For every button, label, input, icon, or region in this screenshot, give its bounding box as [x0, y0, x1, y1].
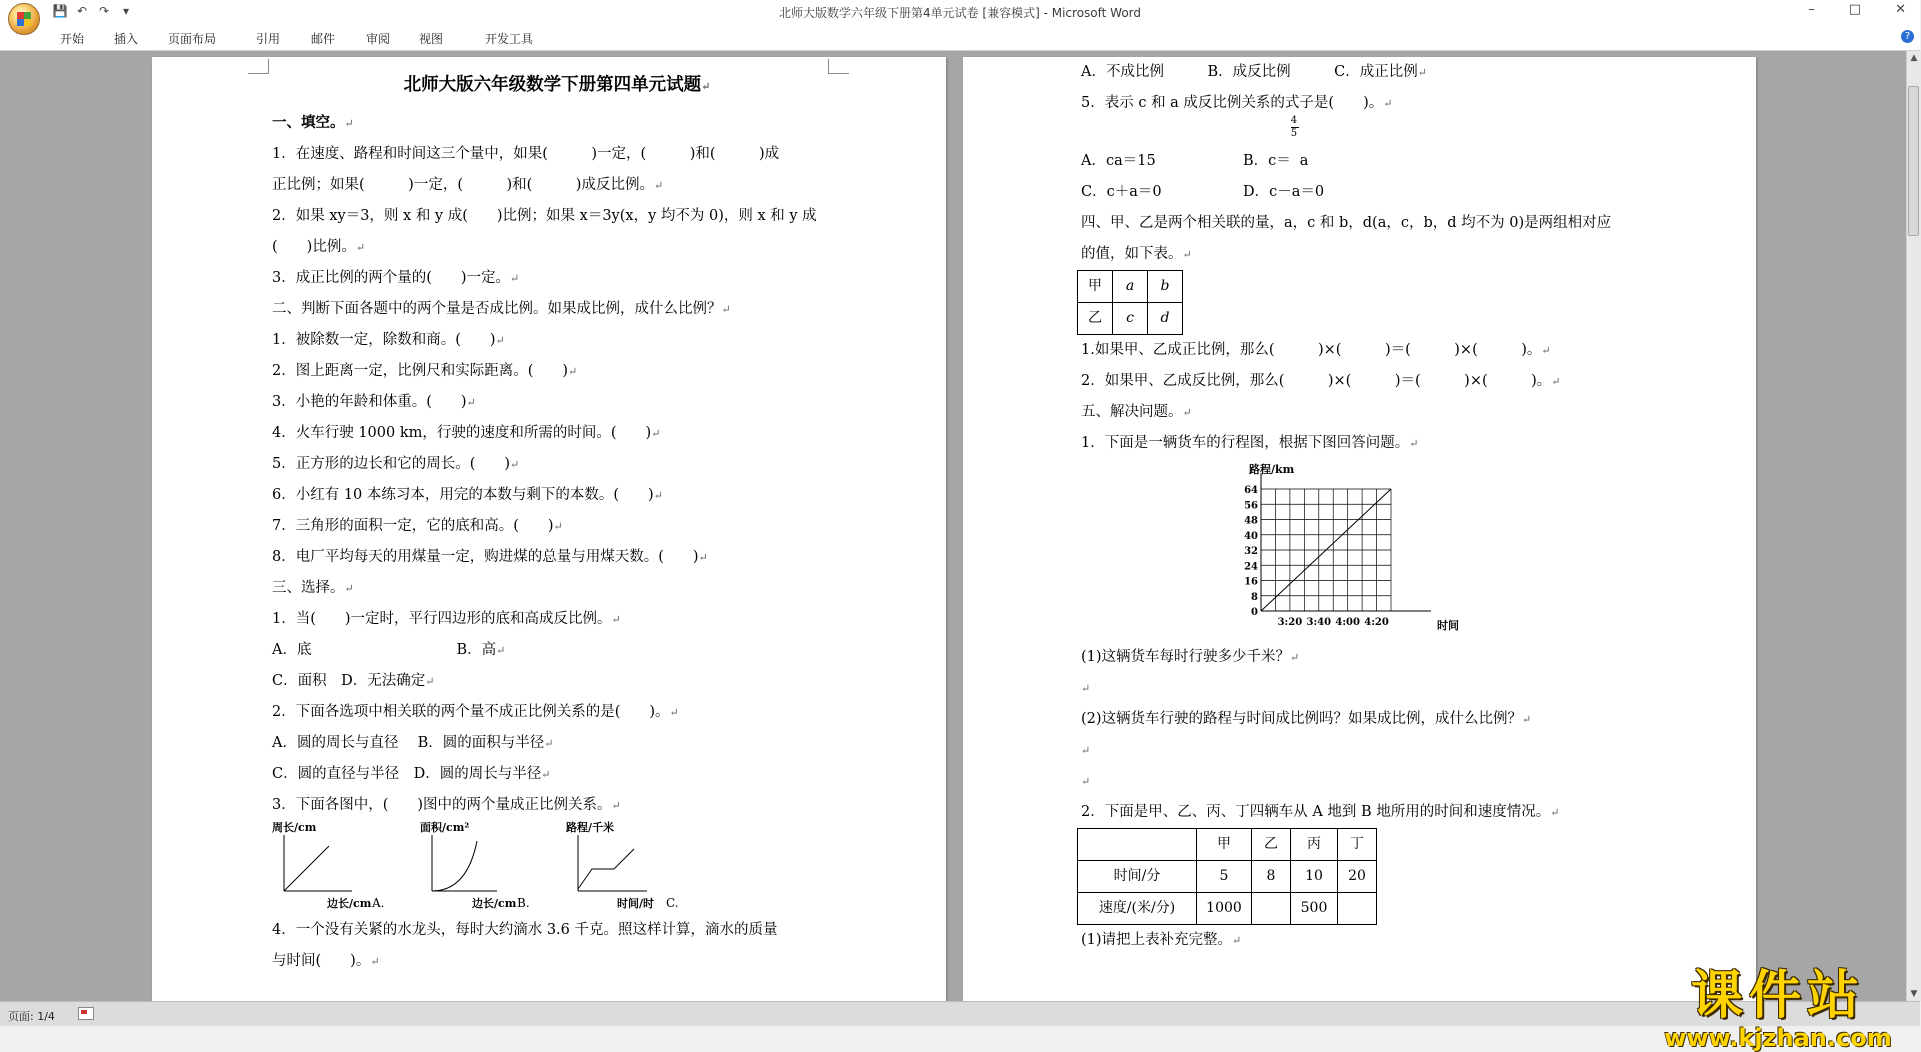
section-heading: 一、填空。↵ — [272, 114, 354, 131]
section-heading: 三、选择。↵ — [272, 580, 354, 596]
option-line: A．圆的周长与直径 B．圆的面积与半径↵ — [272, 735, 554, 751]
section-heading: 四、甲、乙是两个相关联的量，a，c 和 b，d(a，c，b，d 均不为 0)是两组相对应 — [1081, 215, 1612, 231]
corner-mark — [248, 59, 269, 74]
table-cell: b — [1148, 271, 1183, 303]
scrollbar-thumb[interactable] — [1908, 86, 1919, 236]
question-line: 5．表示 c 和 a 成反比例关系的式子是( )。↵ — [1081, 95, 1393, 111]
mini-chart-b-tag: B. — [517, 896, 530, 910]
table-cell: 乙 — [1078, 303, 1113, 335]
formula-row-2 — [1081, 177, 1681, 208]
blank-line: ↵ — [1081, 682, 1091, 695]
question-line: 1．被除数一定，除数和商。( )↵ — [272, 332, 505, 348]
question-line: 1.如果甲、乙成正比例，那么( )×( )＝( )×( )。↵ — [1081, 342, 1551, 358]
mini-chart-a-line — [284, 846, 329, 891]
customize-toolbar-icon[interactable]: ▾ — [122, 4, 130, 18]
question-line: 3．下面各图中，( )图中的两个量成正比例关系。↵ — [272, 797, 621, 813]
option-a-formula: A．ca＝15 — [1081, 153, 1156, 169]
table-header: 甲 — [1197, 829, 1252, 861]
y-tick-label: 16 — [1244, 576, 1258, 588]
table-cell: 甲 — [1078, 271, 1113, 303]
question-line: 1．下面是一辆货车的行程图，根据下图回答问题。↵ — [1081, 435, 1419, 451]
table-row — [1078, 829, 1377, 861]
mini-charts-row — [272, 821, 842, 915]
y-tick-label: 24 — [1244, 561, 1258, 573]
document-page-2[interactable] — [963, 57, 1756, 1017]
option-d-formula: D．c－a＝0 — [1243, 184, 1325, 200]
table-cell: 1000 — [1197, 893, 1252, 925]
window-controls — [1808, 2, 1906, 17]
mini-chart-b-ylabel: 面积/cm² — [420, 821, 470, 834]
office-logo-icon — [17, 12, 31, 26]
question-line: 2．图上距离一定，比例尺和实际距离。( )↵ — [272, 363, 578, 379]
maximize-button[interactable]: □ — [1848, 2, 1862, 17]
table-row — [1078, 893, 1377, 925]
question-line: 与时间( )。↵ — [272, 953, 380, 969]
minimize-button[interactable]: – — [1808, 2, 1815, 17]
office-button[interactable] — [8, 3, 40, 35]
blank-line: ↵ — [1081, 775, 1091, 788]
ribbon-tabs — [60, 30, 555, 47]
document-page-1[interactable] — [152, 57, 946, 1017]
question-line: 3．成正比例的两个量的( )一定。↵ — [272, 270, 520, 286]
table-cell: a — [1113, 271, 1148, 303]
question-line: 8．电厂平均每天的用煤量一定，购进煤的总量与用煤天数。( )↵ — [272, 549, 708, 565]
table-cell: 速度/(米/分) — [1078, 893, 1197, 925]
option-b-formula: B．c＝ $\frac{4}{5}$ a — [1243, 115, 1309, 169]
question-line: 1．当( )一定时，平行四边形的底和高成反比例。↵ — [272, 611, 621, 627]
ribbon — [0, 24, 1920, 51]
save-icon[interactable]: 💾 — [52, 4, 68, 18]
option-line: A．底 B．高↵ — [272, 642, 506, 658]
table-cell — [1252, 893, 1291, 925]
question-line: 3．小艳的年龄和体重。( )↵ — [272, 394, 476, 410]
question-line: 6．小红有 10 本练习本，用完的本数与剩下的本数。( )↵ — [272, 487, 663, 503]
mini-chart-c-xlabel: 时间/时 — [617, 897, 655, 910]
question-line: (1)请把上表补充完整。↵ — [1081, 932, 1242, 948]
status-bar — [0, 1001, 1920, 1026]
option-line: C．圆的直径与半径 D．圆的周长与半径↵ — [272, 766, 551, 782]
table-row — [1078, 303, 1183, 335]
question-line: 正比例；如果( )一定，( )和( )成反比例。↵ — [272, 177, 664, 193]
question-line: (2)这辆货车行驶的路程与时间成比例吗？如果成比例，成什么比例？↵ — [1081, 711, 1532, 727]
question-line: 2．如果 xy＝3，则 x 和 y 成( )比例；如果 x＝3y(x，y 均不为 0)，则 x 和 y 成 — [272, 208, 817, 224]
watermark-logo — [1648, 967, 1908, 1051]
tab-mailings[interactable]: 邮件 — [311, 32, 336, 46]
y-tick-label: 32 — [1244, 546, 1258, 557]
proofing-icon[interactable] — [78, 1007, 94, 1020]
scroll-up-icon[interactable]: ▲ — [1910, 53, 1918, 63]
mini-chart-a-tag: A. — [372, 896, 385, 910]
document-title: 北师大版六年级数学下册第四单元试题↵ — [403, 75, 711, 95]
question-line: 2．如果甲、乙成反比例，那么( )×( )＝( )×( )。↵ — [1081, 373, 1561, 389]
option-line: C．面积 D．无法确定↵ — [272, 673, 435, 689]
table-header: 丁 — [1338, 829, 1377, 861]
tab-insert[interactable]: 插入 — [114, 32, 139, 46]
formula-row-1 — [1081, 115, 1681, 177]
question-line: 的值，如下表。↵ — [1081, 246, 1192, 262]
question-line: 1．在速度、路程和时间这三个量中，如果( )一定，( )和( )成 — [272, 146, 780, 162]
section-heading: 五、解决问题。↵ — [1081, 404, 1192, 420]
redo-icon[interactable]: ↷ — [98, 4, 110, 18]
table-cell: 时间/分 — [1078, 861, 1197, 893]
table-header: 丙 — [1291, 829, 1338, 861]
x-tick-label: 3:40 — [1306, 617, 1332, 628]
y-tick-label: 8 — [1251, 591, 1258, 603]
chart-ylabel: 路程/km — [1249, 463, 1295, 476]
question-line: 7．三角形的面积一定，它的底和高。( )↵ — [272, 518, 563, 534]
vertical-scrollbar[interactable] — [1906, 51, 1921, 1001]
chart-xlabel: 时间 — [1437, 619, 1459, 632]
y-tick-label: 0 — [1251, 607, 1258, 618]
section-heading: 二、判断下面各题中的两个量是否成比例。如果成比例，成什么比例？↵ — [272, 301, 731, 317]
y-tick-label: 56 — [1244, 500, 1258, 512]
speed-table — [1077, 828, 1377, 925]
table-cell: 20 — [1338, 861, 1377, 893]
table-cell: 8 — [1252, 861, 1291, 893]
question-line: 4．火车行驶 1000 km，行驶的速度和所需的时间。( )↵ — [272, 425, 661, 441]
scroll-down-icon[interactable]: ▼ — [1910, 989, 1918, 999]
mini-chart-b-curve — [432, 841, 477, 891]
watermark-brand: 课件站 — [1690, 966, 1865, 1026]
page-2-text — [1081, 57, 1681, 956]
table-cell: 10 — [1291, 861, 1338, 893]
fraction: $\frac{4}{5}$ — [1290, 115, 1298, 139]
watermark-url: www.kjzhan.com — [1664, 1024, 1892, 1052]
tab-home[interactable]: 开始 — [60, 32, 85, 46]
table-cell: c — [1113, 303, 1148, 335]
mini-charts — [272, 821, 842, 915]
undo-icon[interactable]: ↶ — [76, 4, 88, 18]
quick-access-toolbar — [52, 3, 134, 19]
question-line: 2．下面是甲、乙、丙、丁四辆车从 A 地到 B 地所用的时间和速度情况。↵ — [1081, 804, 1560, 820]
tab-review[interactable]: 审阅 — [366, 32, 391, 46]
option-c-formula: C．c＋a＝0 — [1081, 184, 1162, 200]
tab-developer[interactable]: 开发工具 — [485, 32, 534, 46]
table-cell: 500 — [1291, 893, 1338, 925]
question-line: 2．下面各选项中相关联的两个量不成正比例关系的是( )。↵ — [272, 704, 679, 720]
mini-chart-c-ylabel: 路程/千米 — [566, 821, 615, 834]
mini-chart-a-xlabel: 边长/cm — [327, 897, 372, 910]
question-line: (1)这辆货车每时行驶多少千米？↵ — [1081, 649, 1300, 665]
travel-chart — [1081, 459, 1681, 642]
y-tick-label: 48 — [1244, 515, 1258, 527]
travel-chart-wrap — [1081, 459, 1681, 642]
table-row — [1078, 861, 1377, 893]
question-line: 4．一个没有关紧的水龙头，每时大约滴水 3.6 千克。照这样计算，滴水的质量 — [272, 922, 778, 938]
x-tick-label: 4:00 — [1335, 617, 1360, 628]
table-header: 乙 — [1252, 829, 1291, 861]
table-row — [1078, 271, 1183, 303]
chart-yticks — [1244, 485, 1258, 618]
page-count[interactable]: 页面: 1/4 — [8, 1010, 55, 1023]
table-cell: 5 — [1197, 861, 1252, 893]
pair-table — [1077, 270, 1183, 335]
help-icon[interactable]: ? — [1901, 30, 1914, 43]
table-header — [1078, 829, 1197, 861]
title-bar — [0, 0, 1920, 24]
x-tick-label: 3:20 — [1277, 617, 1303, 628]
x-tick-label: 4:20 — [1364, 617, 1389, 628]
page-1-text — [272, 65, 842, 977]
question-line: ( )比例。↵ — [272, 239, 366, 255]
window-title: 北师大版数学六年级下册第4单元试卷 [兼容模式] - Microsoft Word — [778, 6, 1142, 20]
tab-view[interactable]: 视图 — [419, 32, 444, 46]
mini-chart-b-xlabel: 边长/cm — [472, 897, 517, 910]
tab-page-layout[interactable]: 页面布局 — [168, 32, 217, 46]
chart-axes — [1261, 473, 1431, 611]
question-line: 5．正方形的边长和它的周长。( )↵ — [272, 456, 520, 472]
close-button[interactable]: ✕ — [1895, 2, 1906, 17]
y-tick-label: 64 — [1244, 485, 1258, 496]
table-cell: d — [1148, 303, 1183, 335]
mini-chart-a-ylabel: 周长/cm — [272, 821, 317, 834]
chart-xticks — [1278, 617, 1389, 628]
mini-chart-c-line — [578, 849, 634, 889]
table-cell — [1338, 893, 1377, 925]
option-line: A．不成比例 B．成反比例 C．成正比例↵ — [1081, 64, 1427, 80]
blank-line: ↵ — [1081, 744, 1091, 757]
tab-references[interactable]: 引用 — [256, 32, 281, 46]
y-tick-label: 40 — [1244, 530, 1258, 542]
mini-chart-c-tag: C. — [666, 896, 679, 910]
